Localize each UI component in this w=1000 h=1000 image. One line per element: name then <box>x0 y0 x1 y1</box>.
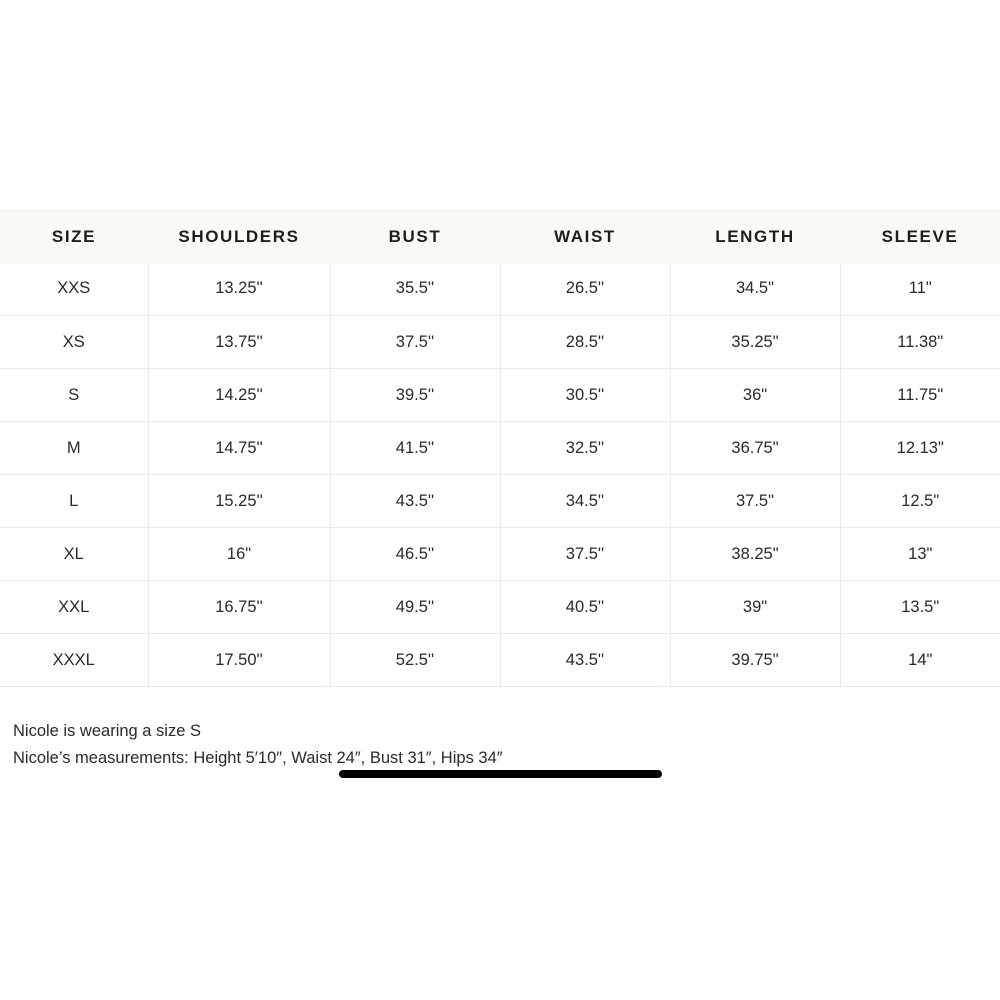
cell-sleeve: 11" <box>840 263 1000 316</box>
cell-waist: 43.5'' <box>500 634 670 687</box>
cell-waist: 34.5'' <box>500 475 670 528</box>
cell-shoulders: 17.50'' <box>148 634 330 687</box>
cell-bust: 37.5'' <box>330 316 500 369</box>
table-row <box>0 475 1000 528</box>
cell-size: XXXL <box>52 650 95 669</box>
cell-size: M <box>66 438 81 457</box>
cell-bust: 43.5'' <box>330 475 500 528</box>
home-indicator-bar[interactable] <box>339 770 662 778</box>
table-row <box>0 634 1000 687</box>
cell-size: S <box>68 385 80 404</box>
cell-shoulders: 14.75'' <box>148 422 330 475</box>
size-chart-header <box>0 211 1000 263</box>
table-row <box>0 263 1000 316</box>
header-length: LENGTH <box>670 211 840 263</box>
cell-bust: 52.5'' <box>330 634 500 687</box>
cell-length: 39.75" <box>670 634 840 687</box>
cell-bust: 49.5'' <box>330 581 500 634</box>
cell-bust: 41.5'' <box>330 422 500 475</box>
cell-shoulders: 16" <box>148 528 330 581</box>
cell-waist: 26.5'' <box>500 263 670 316</box>
cell-length: 35.25" <box>670 316 840 369</box>
model-measurements-note: Nicole’s measurements: Height 5′10″, Waist 24″, Bust 31″, Hips 34″ <box>13 749 503 767</box>
cell-sleeve: 12.13" <box>840 422 1000 475</box>
cell-sleeve: 13" <box>840 528 1000 581</box>
cell-waist: 37.5'' <box>500 528 670 581</box>
cell-shoulders: 15.25'' <box>148 475 330 528</box>
cell-waist: 28.5'' <box>500 316 670 369</box>
header-row <box>0 211 1000 263</box>
cell-length: 34.5" <box>670 263 840 316</box>
header-waist: WAIST <box>500 211 670 263</box>
cell-waist: 30.5'' <box>500 369 670 422</box>
cell-sleeve: 11.38" <box>840 316 1000 369</box>
cell-waist: 40.5'' <box>500 581 670 634</box>
cell-length: 39" <box>670 581 840 634</box>
cell-size: XXS <box>57 279 91 298</box>
cell-shoulders: 14.25'' <box>148 369 330 422</box>
size-chart-table <box>0 210 1000 687</box>
cell-sleeve: 13.5" <box>840 581 1000 634</box>
cell-bust: 35.5'' <box>330 263 500 316</box>
header-shoulders: SHOULDERS <box>148 211 330 263</box>
cell-size: XXL <box>58 597 90 616</box>
table-row <box>0 422 1000 475</box>
cell-bust: 39.5'' <box>330 369 500 422</box>
cell-length: 38.25" <box>670 528 840 581</box>
cell-sleeve: 14" <box>840 634 1000 687</box>
table-row <box>0 528 1000 581</box>
cell-length: 36.75" <box>670 422 840 475</box>
cell-shoulders: 13.75'' <box>148 316 330 369</box>
header-size: SIZE <box>0 211 148 263</box>
cell-size: L <box>69 491 79 510</box>
cell-shoulders: 16.75'' <box>148 581 330 634</box>
table-row <box>0 316 1000 369</box>
header-bust: BUST <box>330 211 500 263</box>
table-row <box>0 369 1000 422</box>
cell-size: XS <box>62 332 85 351</box>
size-chart-body <box>0 263 1000 687</box>
model-size-note: Nicole is wearing a size S <box>13 722 201 740</box>
cell-size: XL <box>63 544 84 563</box>
cell-sleeve: 11.75" <box>840 369 1000 422</box>
cell-length: 36" <box>670 369 840 422</box>
cell-waist: 32.5'' <box>500 422 670 475</box>
header-sleeve: SLEEVE <box>840 211 1000 263</box>
cell-length: 37.5" <box>670 475 840 528</box>
cell-shoulders: 13.25'' <box>148 263 330 316</box>
table-row <box>0 581 1000 634</box>
model-notes <box>13 718 503 772</box>
cell-sleeve: 12.5" <box>840 475 1000 528</box>
cell-bust: 46.5'' <box>330 528 500 581</box>
